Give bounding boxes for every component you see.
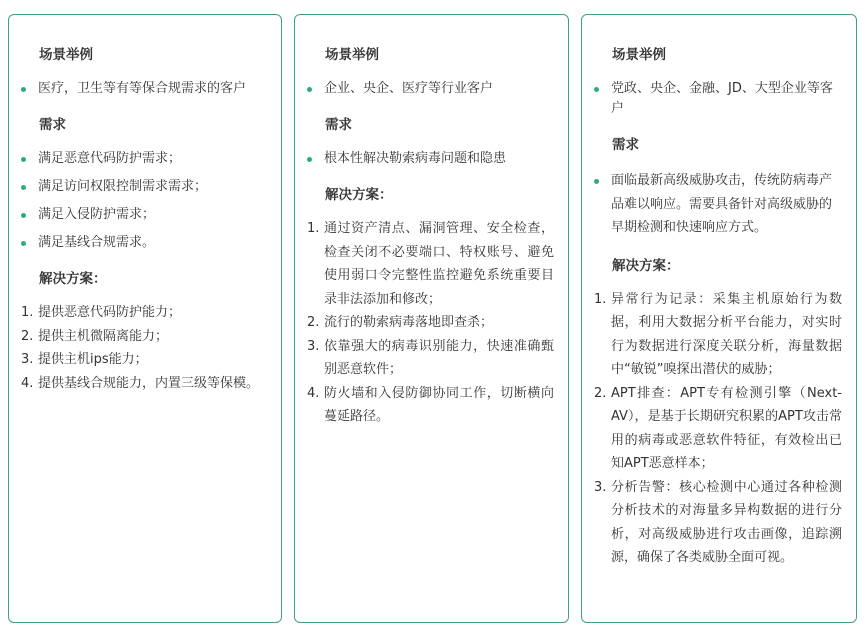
list-item: 3. 依靠强大的病毒识别能力，快速准确甄别恶意软件；	[307, 338, 554, 377]
solution-list	[21, 301, 267, 395]
scenario-card-medical	[8, 14, 282, 623]
bullet-icon	[21, 213, 26, 218]
list-item: 面临最新高级威胁攻击，传统防病毒产品难以响应。需要具备针对高级威胁的早期检测和快速响应方式。	[594, 169, 842, 240]
list-item: 2. 提供主机微隔离能力；	[21, 328, 169, 344]
bullet-icon	[594, 87, 599, 92]
list-item: 企业、央企、医疗等行业客户	[307, 79, 554, 99]
list-item: 4. 防火墙和入侵防御协同工作，切断横向蔓延路径。	[307, 385, 554, 424]
list-item: 1. 通过资产清点、漏洞管理、安全检查，检查关闭不必要端口、特权账号、避免使用弱口令完整性监控避免系统重要目录非法添加和修改；	[307, 221, 554, 307]
bullet-icon	[594, 179, 599, 184]
list-item: 4. 提供基线合规能力，内置三级等保模。	[21, 375, 260, 391]
list-item: 1. 提供恶意代码防护能力；	[21, 305, 182, 320]
list-item: 满足恶意代码防护需求；	[21, 149, 267, 169]
need-list	[594, 169, 842, 240]
need-title: 需求	[325, 117, 352, 133]
list-item: 2. 流行的勒索病毒落地即查杀；	[307, 315, 494, 330]
list-item: 满足基线合规需求。	[21, 233, 267, 253]
bullet-icon	[307, 87, 312, 92]
list-item: 根本性解决勒索病毒问题和隐患	[307, 149, 554, 169]
scenario-card-ransomware	[294, 14, 569, 623]
list-item: 医疗，卫生等有等保合规需求的客户	[21, 79, 267, 99]
scenario-card-apt	[581, 14, 857, 623]
list-item: 2. APT排查：APT专有检测引擎（Next-AV），是基于长期研究积累的APT攻击常用的病毒或恶意软件特征，有效检出已知APT恶意样本；	[594, 385, 842, 471]
list-item: 满足访问权限控制需求需求；	[21, 177, 267, 197]
list-item: 满足入侵防护需求；	[21, 205, 267, 225]
scene-list	[594, 79, 842, 119]
bullet-icon	[307, 157, 312, 162]
solution-title: 解决方案：	[325, 187, 393, 203]
list-item: 3. 提供主机ips能力；	[21, 352, 148, 367]
scene-list	[21, 79, 267, 99]
scene-title: 场景举例	[612, 47, 666, 63]
scene-title: 场景举例	[325, 47, 379, 63]
need-list	[307, 149, 554, 169]
need-title: 需求	[39, 117, 66, 133]
bullet-icon	[21, 241, 26, 246]
list-item: 3. 分析告警：核心检测中心通过各种检测分析技术的对海量多异构数据的进行分析，对高级威胁进行攻击画像，追踪溯源，确保了各类威胁全面可视。	[594, 479, 842, 565]
solution-title: 解决方案：	[612, 257, 680, 274]
list-item: 1. 异常行为记录：采集主机原始行为数据，利用大数据分析平台能力，对实时行为数据进行深度关联分析，海量数据中“敏锐”嗅探出潜伏的威胁；	[594, 291, 842, 377]
solution-list	[307, 217, 554, 429]
list-item: 党政、央企、金融、JD、大型企业等客户	[594, 79, 842, 119]
solution-list	[594, 288, 842, 570]
need-list	[21, 149, 267, 253]
bullet-icon	[21, 185, 26, 190]
solution-title: 解决方案：	[39, 271, 107, 287]
need-title: 需求	[612, 137, 639, 153]
bullet-icon	[21, 157, 26, 162]
bullet-icon	[21, 87, 26, 92]
scene-title: 场景举例	[39, 47, 93, 63]
scene-list	[307, 79, 554, 99]
